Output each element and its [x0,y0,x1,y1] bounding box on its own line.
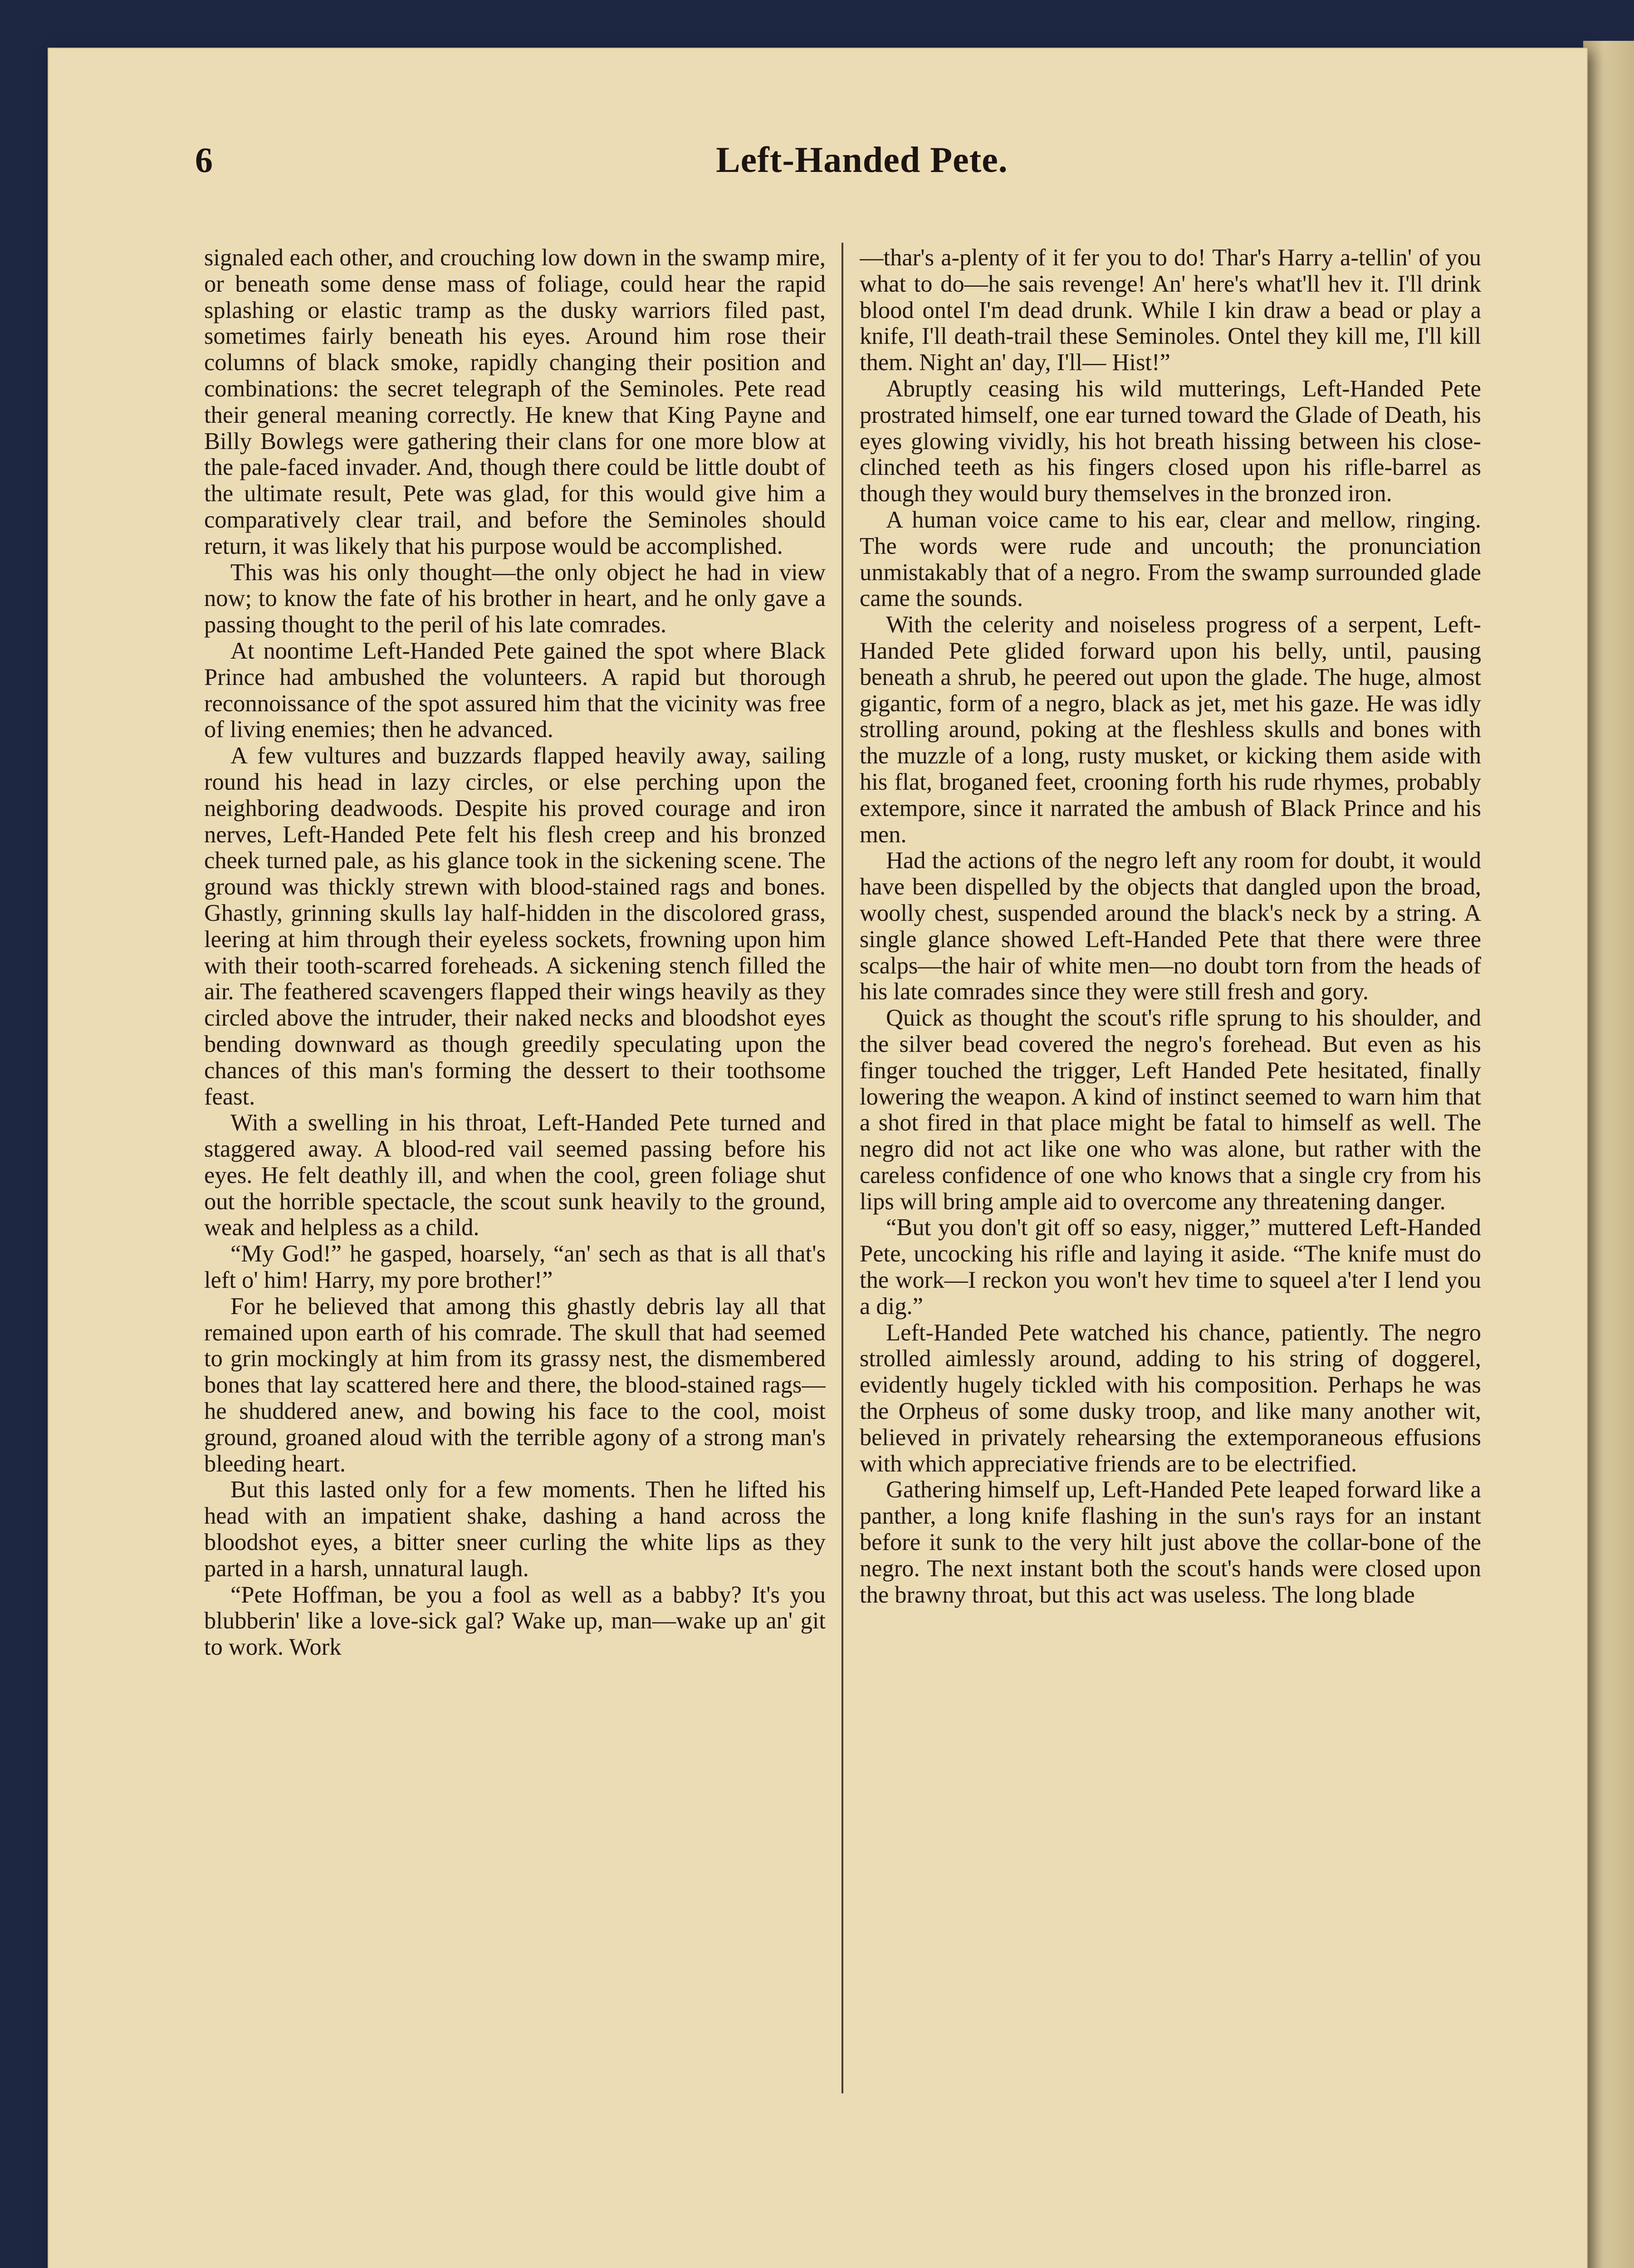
paragraph: For he believed that among this ghastly debris lay all that remained upon earth of his comrade. The skull that had seemed to grin mockingly at him from its grassy nest, the dismembered bones that lay scattered here and there, the blood-stained rags—he shuddered anew, and bowing his face to the cool, moist ground, groaned aloud with the terrible agony of a strong man's bleeding heart. [204,1293,826,1477]
paragraph: At noontime Left-Handed Pete gained the spot where Black Prince had ambushed the volunteers. A rapid but thorough reconnoissance of the spot assured him that the vicinity was free of living enemies; then he advanced. [204,637,826,743]
paragraph: Quick as thought the scout's rifle sprung to his shoulder, and the silver bead covered the negro's forehead. But even as his finger touched the trigger, Left Handed Pete hesitated, finally lowering the weapon. A kind of instinct seemed to warn him that a shot fired in that place might be fatal to himself as well. The negro did not act like one who was alone, but rather with the careless confidence of one who knows that a single cry from his lips will bring ample aid to overcome any threatening danger. [860,1005,1481,1215]
paragraph: Left-Handed Pete watched his chance, patiently. The negro strolled aimlessly around, adding to his string of doggerel, evidently hugely tickled with his composition. Perhaps he was the Orpheus of some dusky troop, and like many another wit, believed in privately rehearsing the extemporaneous effusions with which appreciative friends are to be electrified. [860,1319,1481,1477]
paragraph: This was his only thought—the only object he had in view now; to know the fate of his brother in heart, and he only gave a passing thought to the peril of his late comrades. [204,559,826,638]
paragraph: Abruptly ceasing his wild mutterings, Left-Handed Pete prostrated himself, one ear turned toward the Glade of Death, his eyes glowing vividly, his hot breath hissing between his close-clinched teeth as his fingers closed upon his rifle-barrel as though they would bury themselves in the bronzed iron. [860,375,1481,507]
column-divider [841,243,843,2093]
paragraph: “My God!” he gasped, hoarsely, “an' sech as that is all that's left o' him! Harry, my pore brother!” [204,1241,826,1294]
paragraph: signaled each other, and crouching low down in the swamp mire, or beneath some dense mass of foliage, could hear the rapid splashing or elastic tramp as the dusky warriors filed past, sometimes fairly beneath his eyes. Around him rose their columns of black smoke, rapidly changing their position and combinations: the secret telegraph of the Seminoles. Pete read their general meaning correctly. He knew that King Payne and Billy Bowlegs were gathering their clans for one more blow at the pale-faced invader. And, though there could be little doubt of the ultimate result, Pete was glad, for this would give him a comparatively clear trail, and before the Seminoles should return, it was likely that his purpose would be accomplished. [204,245,826,559]
paragraph: But this lasted only for a few moments. Then he lifted his head with an impatient shake, dashing a hand across the bloodshot eyes, a bitter sneer curling the white lips as they parted in a harsh, unnatural laugh. [204,1476,826,1582]
paragraph: —thar's a-plenty of it fer you to do! Thar's Harry a-tellin' of you what to do—he sais revenge! An' here's what'll hev it. I'll drink blood ontel I'm dead drunk. While I kin draw a bead or play a knife, I'll death-trail these Seminoles. Ontel they kill me, I'll kill them. Night an' day, I'll— Hist!” [860,245,1481,376]
right-column [860,245,1481,2087]
adjacent-page-edge [1583,41,1634,2268]
left-column [204,245,826,2087]
paragraph: “But you don't git off so easy, nigger,” muttered Left-Handed Pete, uncocking his rifle and laying it aside. “The knife must do the work—I reckon you won't hev time to squeel a'ter I lend you a dig.” [860,1214,1481,1320]
paragraph: With a swelling in his throat, Left-Handed Pete turned and staggered away. A blood-red vail seemed passing before his eyes. He felt deathly ill, and when the cool, green foliage shut out the horrible spectacle, the scout sunk heavily to the ground, weak and helpless as a child. [204,1110,826,1241]
paragraph: A human voice came to his ear, clear and mellow, ringing. The words were rude and uncouth; the pronunciation unmistakably that of a negro. From the swamp surrounded glade came the sounds. [860,506,1481,612]
paragraph: A few vultures and buzzards flapped heavily away, sailing round his head in lazy circles, or else perching upon the neighboring deadwoods. Despite his proved courage and iron nerves, Left-Handed Pete felt his flesh creep and his bronzed cheek turned pale, as his glance took in the sickening scene. The ground was thickly strewn with blood-stained rags and bones. Ghastly, grinning skulls lay half-hidden in the discolored grass, leering at him through their eyeless sockets, frowning upon him with their tooth-scarred foreheads. A sickening stench filled the air. The feathered scavengers flapped their wings heavily as they circled above the intruder, their naked necks and bloodshot eyes bending downward as though greedily speculating upon the chances of this man's forming the dessert to their toothsome feast. [204,743,826,1110]
page-header [195,117,1529,185]
paragraph: Gathering himself up, Left-Handed Pete leaped forward like a panther, a long knife flashing in the sun's rays for an instant before it sunk to the very hilt just above the collar-bone of the negro. The next instant both the scout's hands were closed upon the brawny throat, but this act was useless. The long blade [860,1476,1481,1608]
running-title: Left-Handed Pete. [716,140,1008,180]
paragraph: Had the actions of the negro left any room for doubt, it would have been dispelled by the objects that dangled upon the broad, woolly chest, suspended around the black's neck by a string. A single glance showed Left-Handed Pete that there were three scalps—the hair of white men—no doubt torn from the heads of his late comrades since they were still fresh and gory. [860,847,1481,1005]
paragraph: With the celerity and noiseless progress of a serpent, Left-Handed Pete glided forward upon his belly, until, pausing beneath a shrub, he peered out upon the glade. The huge, almost gigantic, form of a negro, black as jet, met his gaze. He was idly strolling around, poking at the fleshless skulls and bones with the muzzle of a long, rusty musket, or kicking them aside with his flat, broganed feet, crooning forth his rude rhymes, probably extempore, since it narrated the ambush of Black Prince and his men. [860,611,1481,848]
paragraph: “Pete Hoffman, be you a fool as well as a babby? It's you blubberin' like a love-sick gal? Wake up, man—wake up an' git to work. Work [204,1581,826,1661]
page-number: 6 [195,140,213,180]
